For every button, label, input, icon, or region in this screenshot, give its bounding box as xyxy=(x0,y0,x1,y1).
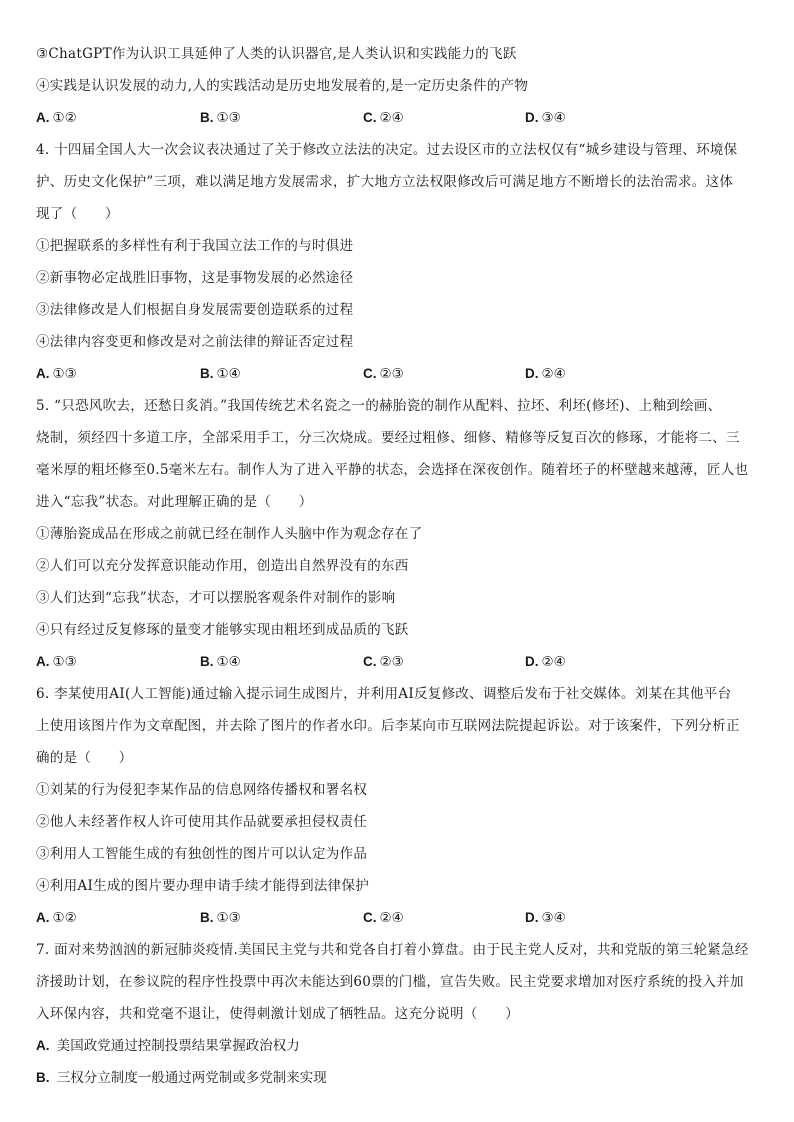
option-text: ①④ xyxy=(216,654,241,670)
option-letter: B. xyxy=(36,1070,50,1085)
option-text: ③④ xyxy=(541,110,566,126)
q5-stem-line-2: 烧制，须经四十多道工序，全部采用手工，分三次烧成。要经过粗修、细修、精修等反复百次的修琢，才能将二、三 xyxy=(36,430,740,446)
q5-statement-4: ④只有经过反复修琢的量变才能够实现由粗坯到成品质的飞跃 xyxy=(36,622,409,638)
q6-statement-1: ①刘某的行为侵犯李某作品的信息网络传播权和署名权 xyxy=(36,782,368,798)
option-letter: B. xyxy=(200,366,214,381)
q7-stem-line-1: 7. 面对来势汹汹的新冠肺炎疫情.美国民主党与共和党各自打着小算盘。由于民主党人反对，共和党版的第三轮紧急经 xyxy=(36,942,749,958)
q7-option-a[interactable] xyxy=(36,1035,758,1057)
q6-statement-4: ④利用AI生成的图片要办理申请手续才能得到法律保护 xyxy=(36,878,370,894)
option-text: ②④ xyxy=(379,910,404,926)
q3-option-d[interactable] xyxy=(525,107,566,129)
option-letter: C. xyxy=(363,110,377,125)
option-letter: C. xyxy=(363,366,377,381)
q6-option-d[interactable] xyxy=(525,907,566,929)
q6-statement-3: ③利用人工智能生成的有独创性的图片可以认定为作品 xyxy=(36,846,368,862)
option-letter: B. xyxy=(200,110,214,125)
q6-options xyxy=(36,907,758,929)
option-letter: D. xyxy=(525,654,539,669)
q4-statement-1: ①把握联系的多样性有利于我国立法工作的与时俱进 xyxy=(36,238,354,254)
q5-stem-line-3: 毫米厚的粗坯修至0.5毫米左右。制作人为了进入平静的状态，会选择在深夜创作。随着坯子的杯壁越来越薄，匠人也 xyxy=(36,462,749,478)
option-letter: A. xyxy=(36,910,50,925)
q4-stem-line-1: 4. 十四届全国人大一次会议表决通过了关于修改立法法的决定。过去设区市的立法权仅有“城乡建设与管理、环境保 xyxy=(36,142,738,158)
q7-stem-line-2: 济援助计划，在参议院的程序性投票中再次未能达到60票的门槛，宣告失败。民主党要求增加对医疗系统的投入并加 xyxy=(36,974,744,990)
q5-option-b[interactable] xyxy=(200,651,241,673)
option-text: ①③ xyxy=(216,910,241,926)
option-letter: C. xyxy=(363,654,377,669)
q4-stem-line-3: 现了（ ） xyxy=(36,206,119,222)
option-text: ①④ xyxy=(216,366,241,382)
q4-option-a[interactable] xyxy=(36,363,77,385)
q7-option-b-content xyxy=(36,1067,327,1089)
q6-statement-2: ②他人未经著作权人许可使用其作品就要承担侵权责任 xyxy=(36,814,368,830)
q4-option-b[interactable] xyxy=(200,363,241,385)
q6-stem-line-3: 确的是（ ） xyxy=(36,750,133,766)
q4-options xyxy=(36,363,758,385)
option-letter: D. xyxy=(525,110,539,125)
q3-option-a[interactable] xyxy=(36,107,77,129)
q3-option-c[interactable] xyxy=(363,107,404,129)
option-letter: D. xyxy=(525,910,539,925)
q3-options xyxy=(36,107,758,129)
q5-stem-line-1: 5. “只恐风吹去，还愁日炙消。”我国传统艺术名瓷之一的赫胎瓷的制作从配料、拉坯、利坯(修坯)、上釉到绘画、 xyxy=(36,398,722,414)
q6-stem-line-2: 上使用该图片作为文章配图，并去除了图片的作者水印。后李某向市互联网法院提起诉讼。对于该案件，下列分析正 xyxy=(36,718,740,734)
q3-option-b[interactable] xyxy=(200,107,241,129)
q6-stem-line-1: 6. 李某使用AI(人工智能)通过输入提示词生成图片，并利用AI反复修改、调整后发布于社交媒体。刘某在其他平台 xyxy=(36,686,732,702)
option-text: ①③ xyxy=(52,654,77,670)
option-letter: A. xyxy=(36,654,50,669)
option-text: ①③ xyxy=(216,110,241,126)
option-text: ②③ xyxy=(379,654,404,670)
q6-option-c[interactable] xyxy=(363,907,404,929)
q4-option-d[interactable] xyxy=(525,363,566,385)
q5-statement-2: ②人们可以充分发挥意识能动作用，创造出自然界没有的东西 xyxy=(36,558,409,574)
option-text: 三权分立制度一般通过两党制或多党制来实现 xyxy=(56,1070,327,1086)
q6-option-a[interactable] xyxy=(36,907,77,929)
option-letter: D. xyxy=(525,366,539,381)
q5-stem-line-4: 进入“忘我”状态。对此理解正确的是（ ） xyxy=(36,494,313,510)
q3-statement-4: ④实践是认识发展的动力,人的实践活动是历史地发展着的,是一定历史条件的产物 xyxy=(36,78,529,94)
option-text: ②④ xyxy=(541,366,566,382)
option-letter: C. xyxy=(363,910,377,925)
q3-statement-3: ③ChatGPT作为认识工具延伸了人类的认识器官,是人类认识和实践能力的飞跃 xyxy=(36,46,517,62)
option-letter: A. xyxy=(36,110,50,125)
q4-option-c[interactable] xyxy=(363,363,404,385)
option-text: ①③ xyxy=(52,366,77,382)
q7-stem-line-3: 入环保内容，共和党毫不退让，使得刺激计划成了牺牲品。这充分说明（ ） xyxy=(36,1006,519,1022)
option-letter: B. xyxy=(200,654,214,669)
q5-option-a[interactable] xyxy=(36,651,77,673)
q5-options xyxy=(36,651,758,673)
q6-option-b[interactable] xyxy=(200,907,241,929)
option-text: ①② xyxy=(52,110,77,126)
q4-statement-3: ③法律修改是人们根据自身发展需要创造联系的过程 xyxy=(36,302,354,318)
option-text: 美国政党通过控制投票结果掌握政治权力 xyxy=(56,1038,300,1054)
q5-statement-1: ①薄胎瓷成品在形成之前就已经在制作人头脑中作为观念存在了 xyxy=(36,526,423,542)
q4-statement-2: ②新事物必定战胜旧事物，这是事物发展的必然途径 xyxy=(36,270,354,286)
option-text: ②③ xyxy=(379,366,404,382)
option-letter: A. xyxy=(36,1038,50,1053)
q4-stem-line-2: 护、历史文化保护”三项，难以满足地方发展需求，扩大地方立法权限修改后可满足地方不断增长的法治需求。这体 xyxy=(36,174,734,190)
option-text: ①② xyxy=(52,910,77,926)
option-letter: A. xyxy=(36,366,50,381)
option-text: ③④ xyxy=(541,910,566,926)
option-letter: B. xyxy=(200,910,214,925)
q5-statement-3: ③人们达到“忘我”状态，才可以摆脱客观条件对制作的影响 xyxy=(36,590,396,606)
option-text: ②④ xyxy=(379,110,404,126)
q5-option-d[interactable] xyxy=(525,651,566,673)
q7-option-a-content xyxy=(36,1035,300,1057)
q7-option-b[interactable] xyxy=(36,1067,758,1089)
q4-statement-4: ④法律内容变更和修改是对之前法律的辩证否定过程 xyxy=(36,334,354,350)
q5-option-c[interactable] xyxy=(363,651,404,673)
option-text: ②④ xyxy=(541,654,566,670)
